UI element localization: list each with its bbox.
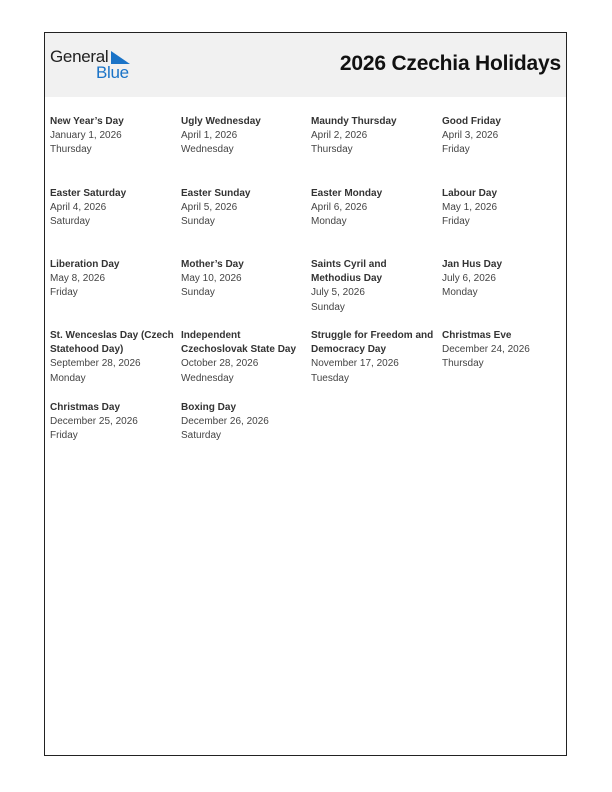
holiday-date: October 28, 2026 bbox=[181, 358, 259, 370]
holiday-weekday: Monday bbox=[442, 287, 478, 299]
holiday-item bbox=[311, 115, 439, 158]
holiday-item bbox=[50, 329, 174, 386]
holiday-date: May 1, 2026 bbox=[442, 202, 498, 214]
holiday-weekday: Sunday bbox=[181, 216, 215, 228]
holiday-name: Labour Day bbox=[442, 188, 498, 199]
header-band bbox=[45, 33, 566, 97]
holiday-weekday: Friday bbox=[442, 144, 470, 156]
holiday-date: April 3, 2026 bbox=[442, 130, 499, 142]
holiday-date: July 6, 2026 bbox=[442, 273, 496, 285]
holiday-name: Struggle for Freedom and Democracy Day bbox=[311, 330, 434, 356]
holiday-weekday: Saturday bbox=[50, 216, 91, 228]
holiday-date: December 25, 2026 bbox=[50, 416, 138, 428]
holiday-name: Saints Cyril and Methodius Day bbox=[311, 259, 387, 285]
generalblue-logo bbox=[50, 47, 140, 83]
holiday-weekday: Thursday bbox=[311, 144, 353, 156]
holiday-weekday: Sunday bbox=[181, 287, 215, 299]
holiday-weekday: Friday bbox=[442, 216, 470, 228]
holiday-date: November 17, 2026 bbox=[311, 358, 399, 370]
holiday-name: Easter Monday bbox=[311, 188, 383, 199]
holiday-item bbox=[311, 258, 421, 315]
holiday-name: Good Friday bbox=[442, 116, 501, 127]
holiday-name: Boxing Day bbox=[181, 402, 237, 413]
logo-word-blue: Blue bbox=[96, 63, 129, 82]
holiday-name: Ugly Wednesday bbox=[181, 116, 261, 127]
holiday-name: Liberation Day bbox=[50, 259, 120, 270]
holiday-item bbox=[50, 401, 178, 444]
page-title: 2026 Czechia Holidays bbox=[339, 52, 561, 75]
holiday-date: May 10, 2026 bbox=[181, 273, 242, 285]
holiday-item bbox=[181, 401, 309, 444]
holiday-weekday: Monday bbox=[311, 216, 347, 228]
holiday-name: Christmas Day bbox=[50, 402, 121, 413]
holiday-date: April 2, 2026 bbox=[311, 130, 368, 142]
holiday-weekday: Tuesday bbox=[311, 372, 349, 384]
holiday-name: Maundy Thursday bbox=[311, 116, 397, 127]
holiday-date: April 5, 2026 bbox=[181, 202, 238, 214]
holiday-weekday: Sunday bbox=[311, 301, 345, 313]
holiday-item bbox=[181, 115, 309, 158]
holiday-name: Easter Saturday bbox=[50, 188, 127, 199]
holiday-item bbox=[50, 258, 178, 301]
holiday-date: September 28, 2026 bbox=[50, 358, 141, 370]
holiday-weekday: Wednesday bbox=[181, 144, 234, 156]
holiday-weekday: Friday bbox=[50, 287, 78, 299]
holiday-date: July 5, 2026 bbox=[311, 287, 365, 299]
holiday-item bbox=[181, 329, 303, 386]
page-frame bbox=[44, 32, 567, 756]
holiday-item bbox=[50, 187, 178, 230]
holiday-item bbox=[442, 329, 570, 372]
holiday-item bbox=[181, 187, 309, 230]
holiday-item bbox=[442, 187, 570, 230]
holiday-name: New Year’s Day bbox=[50, 116, 124, 127]
holiday-item bbox=[311, 329, 439, 386]
holiday-weekday: Wednesday bbox=[181, 372, 234, 384]
holiday-name: Christmas Eve bbox=[442, 330, 512, 341]
holiday-item bbox=[442, 258, 570, 301]
holiday-weekday: Monday bbox=[50, 372, 86, 384]
holiday-weekday: Saturday bbox=[181, 430, 222, 442]
holiday-item bbox=[442, 115, 570, 158]
holiday-date: December 26, 2026 bbox=[181, 416, 269, 428]
holiday-item bbox=[181, 258, 309, 301]
holiday-date: December 24, 2026 bbox=[442, 344, 530, 356]
holiday-name: Mother’s Day bbox=[181, 259, 244, 270]
holiday-item bbox=[311, 187, 439, 230]
holiday-name: Independent Czechoslovak State Day bbox=[181, 330, 297, 356]
holiday-item bbox=[50, 115, 178, 158]
holiday-name: Easter Sunday bbox=[181, 188, 251, 199]
holiday-date: January 1, 2026 bbox=[50, 130, 122, 142]
holiday-weekday: Thursday bbox=[442, 358, 484, 370]
logo-word-general: General bbox=[50, 47, 109, 66]
holiday-date: May 8, 2026 bbox=[50, 273, 106, 285]
holiday-weekday: Friday bbox=[50, 430, 78, 442]
holiday-date: April 1, 2026 bbox=[181, 130, 238, 142]
holiday-weekday: Thursday bbox=[50, 144, 92, 156]
holiday-name: Jan Hus Day bbox=[442, 259, 503, 270]
holiday-date: April 6, 2026 bbox=[311, 202, 368, 214]
holiday-date: April 4, 2026 bbox=[50, 202, 107, 214]
holiday-name: St. Wenceslas Day (Czech Statehood Day) bbox=[50, 330, 174, 356]
